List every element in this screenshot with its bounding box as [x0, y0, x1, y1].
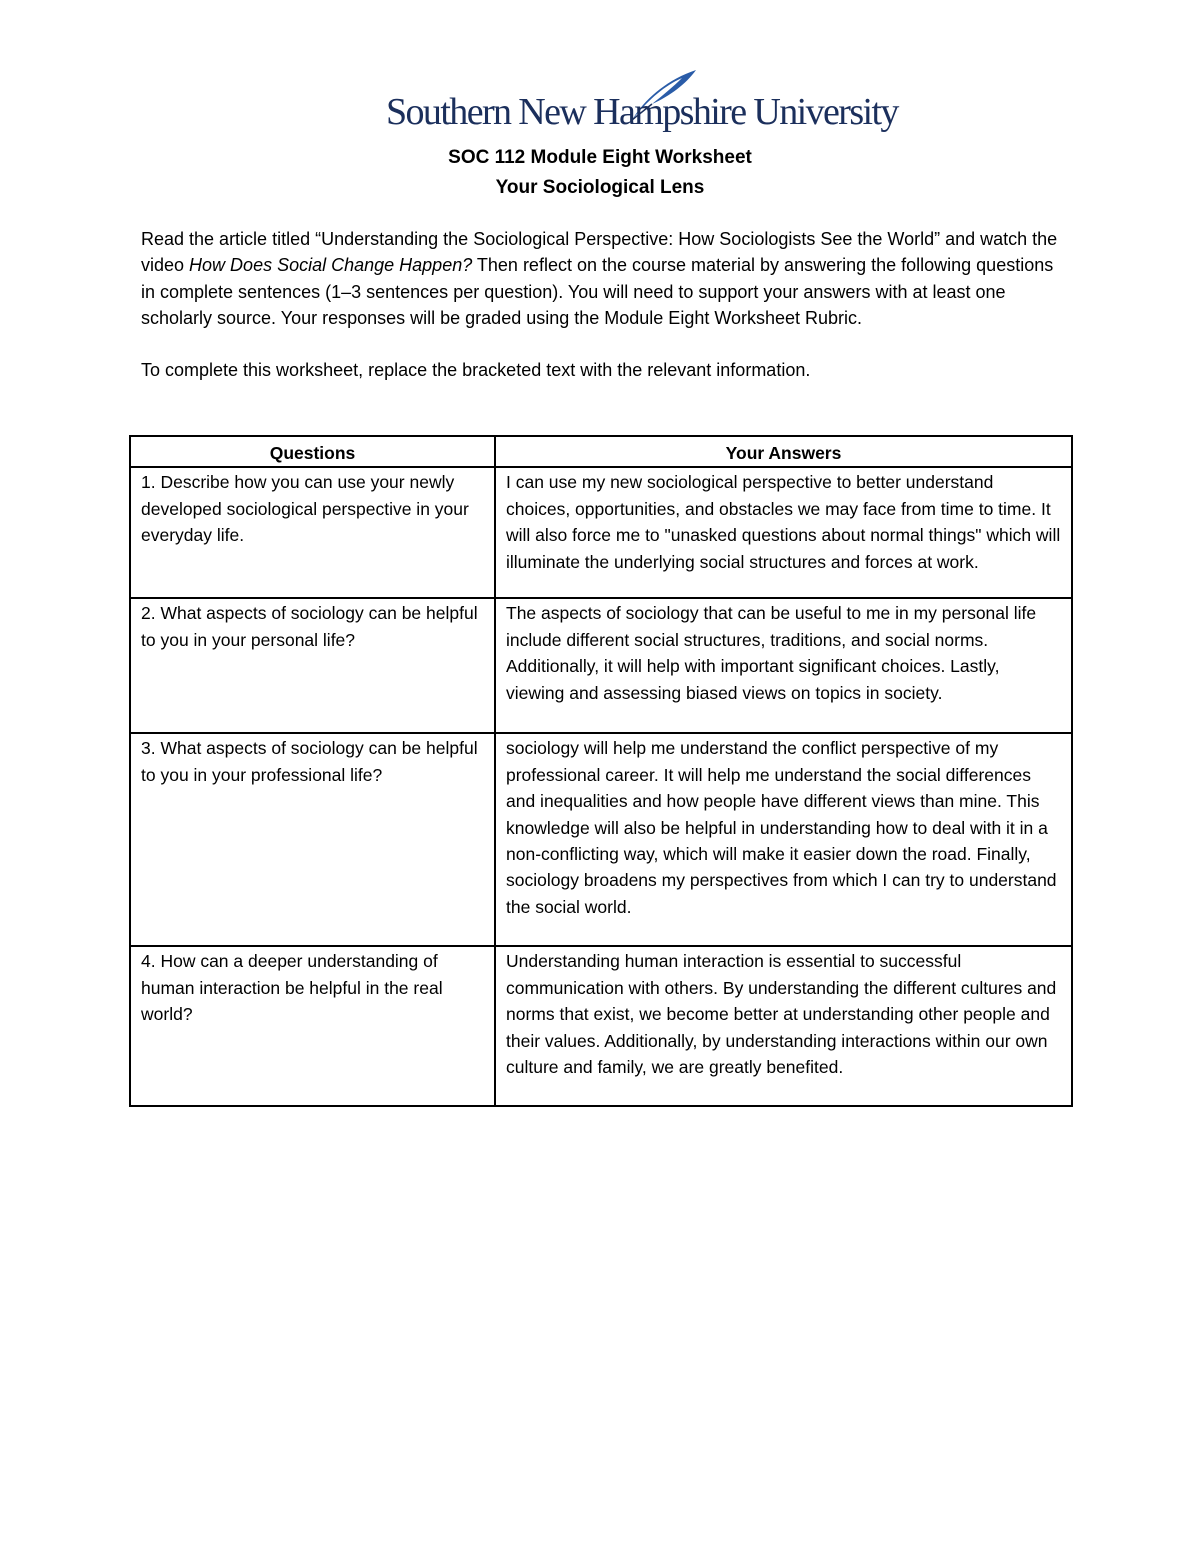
answers-header: Your Answers [495, 436, 1072, 467]
table-header-row [130, 436, 1072, 467]
table-row [130, 467, 1072, 598]
questions-header: Questions [130, 436, 495, 467]
intro-text-part1: Read the article titled “Understanding the Sociological Perspective: How Sociologists See the World” and watch the video [141, 229, 1058, 276]
question-cell: 3. What aspects of sociology can be helpful to you in your professional life? [130, 733, 495, 946]
question-cell: 2. What aspects of sociology can be helpful to you in your personal life? [130, 598, 495, 733]
question-cell: 1. Describe how you can use your newly developed sociological perspective in your everyday life. [130, 467, 495, 598]
worksheet-subtitle: Your Sociological Lens [495, 177, 705, 198]
university-name: Southern New Hampshire University [386, 91, 898, 133]
table-row [130, 733, 1072, 946]
intro-section [141, 226, 1066, 383]
table-row [130, 946, 1072, 1106]
answer-cell[interactable]: sociology will help me understand the conflict perspective of my professional career. It will help me understand the social differences and inequalities and how people have different views than mine. This knowledge will also be helpful in understanding how to deal with it in a non-conflicting way, which will make it easier down the road. Finally, sociology broadens my perspectives from which I can try to understand the social world. [495, 733, 1072, 946]
worksheet-title: SOC 112 Module Eight Worksheet [448, 147, 752, 168]
intro-text-part2: Then reflect on the course material by answering the following questions in complete sentences (1–3 sentences per question). You will need to support your answers with at least one scholarly source. Your responses will be graded using the Module Eight Worksheet Rubric. [141, 255, 1054, 328]
questions-table [129, 435, 1073, 1107]
intro-paragraph [141, 226, 1066, 331]
table-row [130, 598, 1072, 733]
answer-cell[interactable]: The aspects of sociology that can be useful to me in my personal life include different social structures, traditions, and social norms. Additionally, it will help with important significant choices. Lastly, viewing and assessing biased views on topics in society. [495, 598, 1072, 733]
title-block [0, 143, 1200, 203]
question-cell: 4. How can a deeper understanding of human interaction be helpful in the real world? [130, 946, 495, 1106]
university-logo [386, 66, 898, 142]
instruction-paragraph: To complete this worksheet, replace the bracketed text with the relevant information. [141, 360, 811, 381]
answer-cell[interactable]: Understanding human interaction is essential to successful communication with others. By understanding the different cultures and norms that exist, we become better at understanding other people and their values. Additionally, by understanding interactions within our own culture and family, we are greatly benefited. [495, 946, 1072, 1106]
video-title: How Does Social Change Happen? [189, 255, 473, 276]
answer-cell[interactable]: I can use my new sociological perspective to better understand choices, opportunities, and obstacles we may face from time to time. It will also force me to "unasked questions about normal things" which will illuminate the underlying social structures and forces at work. [495, 467, 1072, 598]
